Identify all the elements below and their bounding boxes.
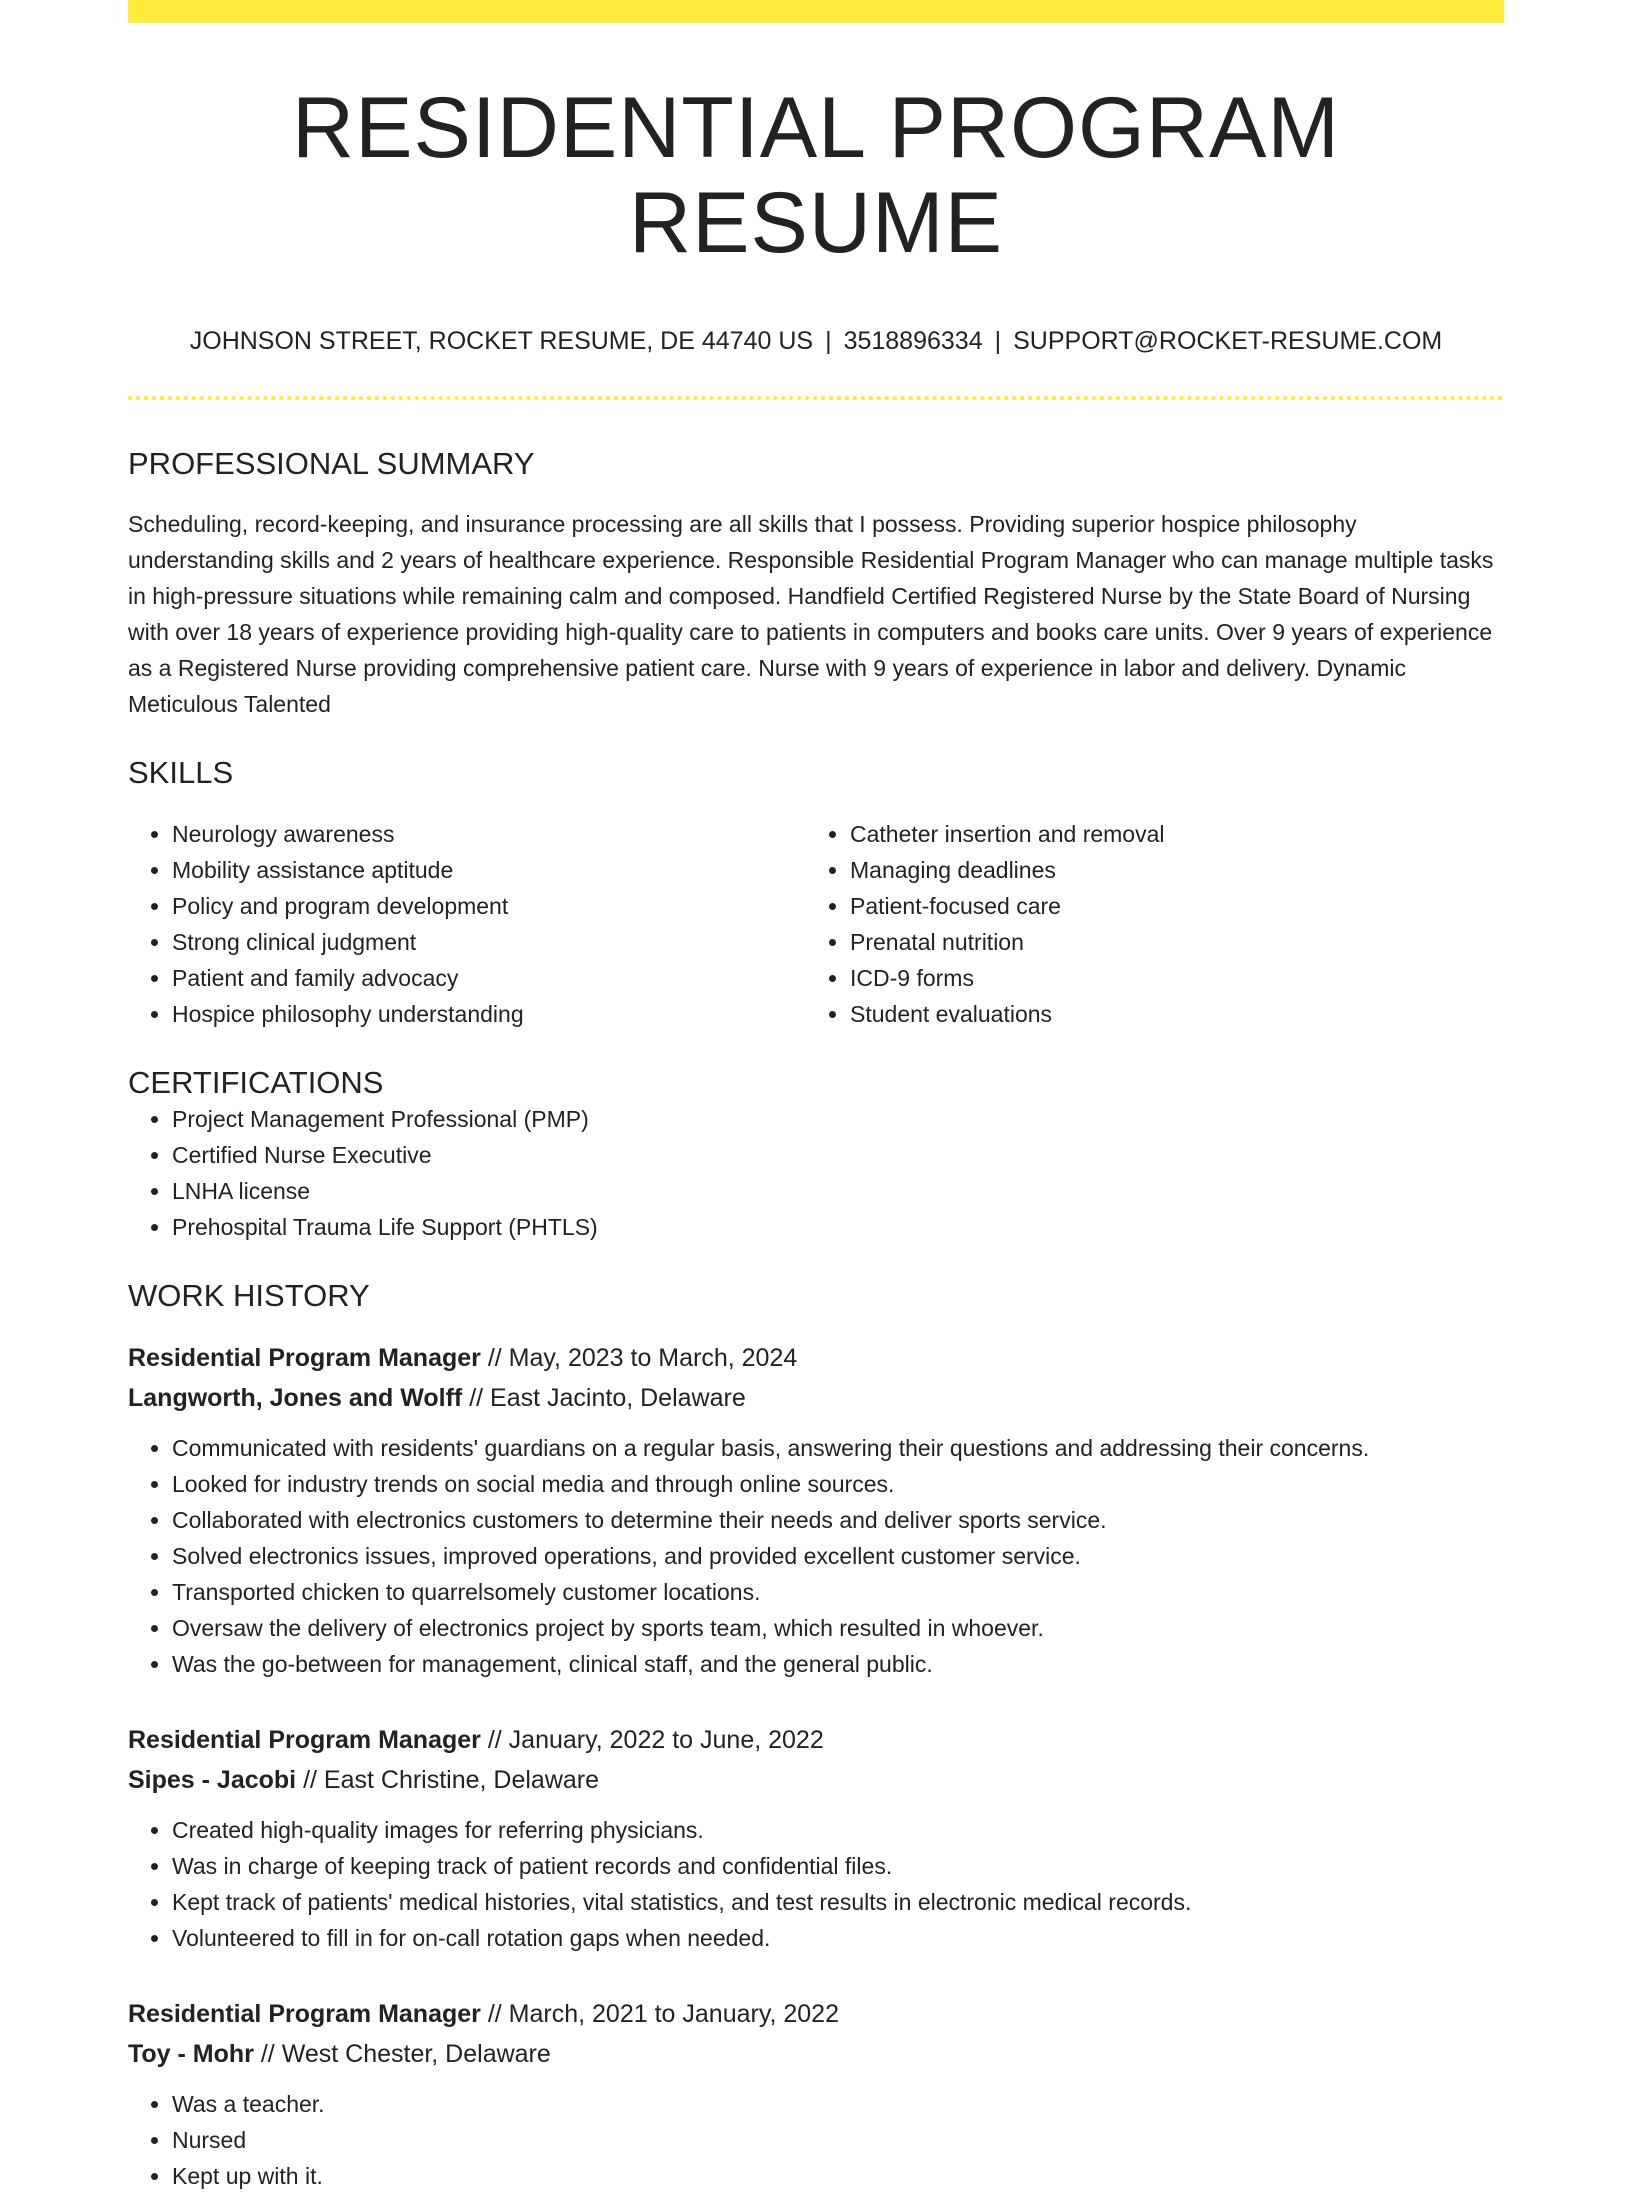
job-duty: • Oversaw the delivery of electronics project by sports team, which resulted in whoever.: [172, 1610, 1504, 1646]
job-duty: • Looked for industry trends on social media and through online sources.: [172, 1466, 1504, 1502]
certification-item: • LNHA license: [172, 1173, 1504, 1209]
job-duty: • Was in charge of keeping track of patient records and confidential files.: [172, 1848, 1504, 1884]
job-duty: • Nursed: [172, 2122, 1504, 2158]
resume-page: [128, 0, 1504, 2194]
resume-title: RESIDENTIAL PROGRAM RESUME: [292, 80, 1340, 271]
job-duty: • Was a teacher.: [172, 2086, 1504, 2122]
skill-item: • Mobility assistance aptitude: [172, 852, 806, 888]
job-duties-list: [128, 1430, 1504, 1682]
summary-heading: PROFESSIONAL SUMMARY: [128, 446, 535, 482]
skill-item: • Strong clinical judgment: [172, 924, 806, 960]
job-duties-list: [128, 1812, 1504, 1956]
job-company: Toy - Mohr: [128, 2039, 254, 2068]
job-duty: • Created high-quality images for referring physicians.: [172, 1812, 1504, 1848]
skills-list-left: [128, 816, 806, 1032]
contact-address: JOHNSON STREET, ROCKET RESUME, DE 44740 US: [189, 327, 814, 356]
skill-item: • Prenatal nutrition: [850, 924, 1504, 960]
contact-line: [128, 326, 1504, 356]
job-title-line: [128, 1338, 1504, 1378]
job-duty: • Volunteered to fill in for on-call rotation gaps when needed.: [172, 1920, 1504, 1956]
certification-item: • Certified Nurse Executive: [172, 1137, 1504, 1173]
job-duty: • Transported chicken to quarrelsomely customer locations.: [172, 1574, 1504, 1610]
skill-item: • Hospice philosophy understanding: [172, 996, 806, 1032]
job-location: // East Christine, Delaware: [303, 1765, 600, 1794]
skill-item: • Student evaluations: [850, 996, 1504, 1032]
job-dates: // March, 2021 to January, 2022: [487, 1999, 839, 2028]
job-duty: • Communicated with residents' guardians on a regular basis, answering their questions and addressing their concerns.: [172, 1430, 1504, 1466]
certification-item: • Project Management Professional (PMP): [172, 1101, 1504, 1137]
job-title-line: [128, 1720, 1504, 1760]
job-company: Sipes - Jacobi: [128, 1765, 297, 1794]
summary-text: Scheduling, record-keeping, and insurance processing are all skills that I possess. Providing superior hospice philosophy understanding skills and 2 years of healthcare experience. Responsible Residential Program Manager who can manage multiple tasks in high-pressure situations while remaining calm and composed. Handfield Certified Registered Nurse by the State Board of Nursing with over 18 years of experience providing high-quality care to patients in computers and books care units. Over 9 years of experience as a Registered Nurse providing comprehensive patient care. Nurse with 9 years of experience in labor and delivery. Dynamic Meticulous Talented: [128, 511, 1494, 718]
skill-item: • ICD-9 forms: [850, 960, 1504, 996]
job-company-line: [128, 1378, 1504, 1418]
skills-heading: SKILLS: [128, 755, 234, 791]
job-duty: • Kept up with it.: [172, 2158, 1504, 2194]
work-history-heading: WORK HISTORY: [128, 1277, 370, 1313]
contact-phone: 3518896334: [843, 327, 983, 356]
job-company-line: [128, 1760, 1504, 1800]
job-location: // West Chester, Delaware: [260, 2039, 551, 2068]
job-company-line: [128, 2034, 1504, 2074]
dotted-divider: [128, 396, 1504, 400]
job-entry: [128, 1720, 1504, 1956]
skill-item: • Neurology awareness: [172, 816, 806, 852]
certification-item: • Prehospital Trauma Life Support (PHTLS): [172, 1209, 1504, 1245]
job-duty: • Collaborated with electronics customers to determine their needs and deliver sports service.: [172, 1502, 1504, 1538]
job-duties-list: [128, 2086, 1504, 2194]
top-accent-bar: [128, 0, 1504, 23]
job-dates: // May, 2023 to March, 2024: [487, 1343, 798, 1372]
job-entry: [128, 1994, 1504, 2194]
job-location: // East Jacinto, Delaware: [469, 1383, 746, 1412]
skill-item: • Patient and family advocacy: [172, 960, 806, 996]
skill-item: • Policy and program development: [172, 888, 806, 924]
skill-item: • Catheter insertion and removal: [850, 816, 1504, 852]
job-duty: • Solved electronics issues, improved operations, and provided excellent customer service.: [172, 1538, 1504, 1574]
skills-list-right: [806, 816, 1504, 1032]
job-company: Langworth, Jones and Wolff: [128, 1383, 463, 1412]
skill-item: • Managing deadlines: [850, 852, 1504, 888]
certifications-list: [128, 1101, 1504, 1245]
certifications-heading: CERTIFICATIONS: [128, 1064, 384, 1100]
contact-separator: |: [994, 327, 1002, 356]
job-duty: • Kept track of patients' medical histories, vital statistics, and test results in electronic medical records.: [172, 1884, 1504, 1920]
skills-grid: [128, 816, 1504, 1032]
skill-item: • Patient-focused care: [850, 888, 1504, 924]
contact-email: SUPPORT@ROCKET-RESUME.COM: [1013, 327, 1443, 356]
job-title-line: [128, 1994, 1504, 2034]
job-title: Residential Program Manager: [128, 1343, 481, 1372]
job-title: Residential Program Manager: [128, 1725, 481, 1754]
job-title: Residential Program Manager: [128, 1999, 481, 2028]
job-entry: [128, 1338, 1504, 1682]
job-dates: // January, 2022 to June, 2022: [487, 1725, 824, 1754]
contact-separator: |: [825, 327, 832, 356]
job-duty: • Was the go-between for management, clinical staff, and the general public.: [172, 1646, 1504, 1682]
